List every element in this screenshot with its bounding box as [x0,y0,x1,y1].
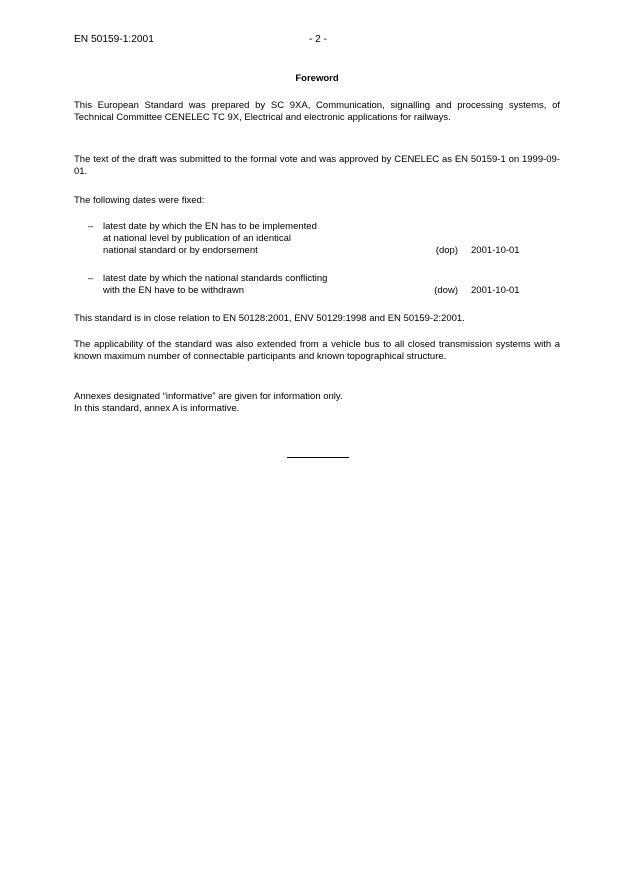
foreword-title: Foreword [295,73,339,84]
date-value: 2001-10-01 [471,245,520,256]
list-item-dop [88,221,548,261]
list-dash: – [88,221,94,232]
foreword-paragraph-2: The text of the draft was submitted to the formal vote and was approved by CENELEC as EN 50159-1 on 1999-09-01. [74,154,560,177]
paragraph-line: Annexes designated “informative” are given for information only. [74,391,343,402]
list-item-text [103,221,383,257]
date-abbreviation: (dow) [434,285,458,296]
foreword-paragraph-6 [74,391,560,415]
standard-id: EN 50159-1:2001 [74,34,154,45]
list-dash: – [88,273,94,284]
page-number: - 2 - [308,34,328,45]
foreword-paragraph-4: This standard is in close relation to EN 50128:2001, ENV 50129:1998 and EN 50159-2:2001. [74,313,465,324]
list-item-line: at national level by publication of an identical [103,233,292,244]
list-item-text [103,273,383,297]
date-abbreviation: (dop) [435,245,458,256]
foreword-paragraph-3: The following dates were fixed: [74,195,205,206]
list-item-line: latest date by which the EN has to be implemented [103,221,317,232]
paragraph-line: In this standard, annex A is informative. [74,403,240,414]
list-item-line: national standard or by endorsement [103,245,258,256]
foreword-paragraph-5: The applicability of the standard was also extended from a vehicle bus to all closed transmission systems with a known maximum number of connectable participants and known topographical structure. [74,339,560,362]
date-value: 2001-10-01 [471,285,520,296]
list-item-dow [88,273,548,299]
foreword-paragraph-1: This European Standard was prepared by SC 9XA, Communication, signalling and processing systems, of Technical Committee CENELEC TC 9X, Electrical and electronic applications for railways. [74,100,560,123]
list-item-line: with the EN have to be withdrawn [103,285,244,296]
end-rule [287,457,349,458]
list-item-line: latest date by which the national standards conflicting [103,273,328,284]
